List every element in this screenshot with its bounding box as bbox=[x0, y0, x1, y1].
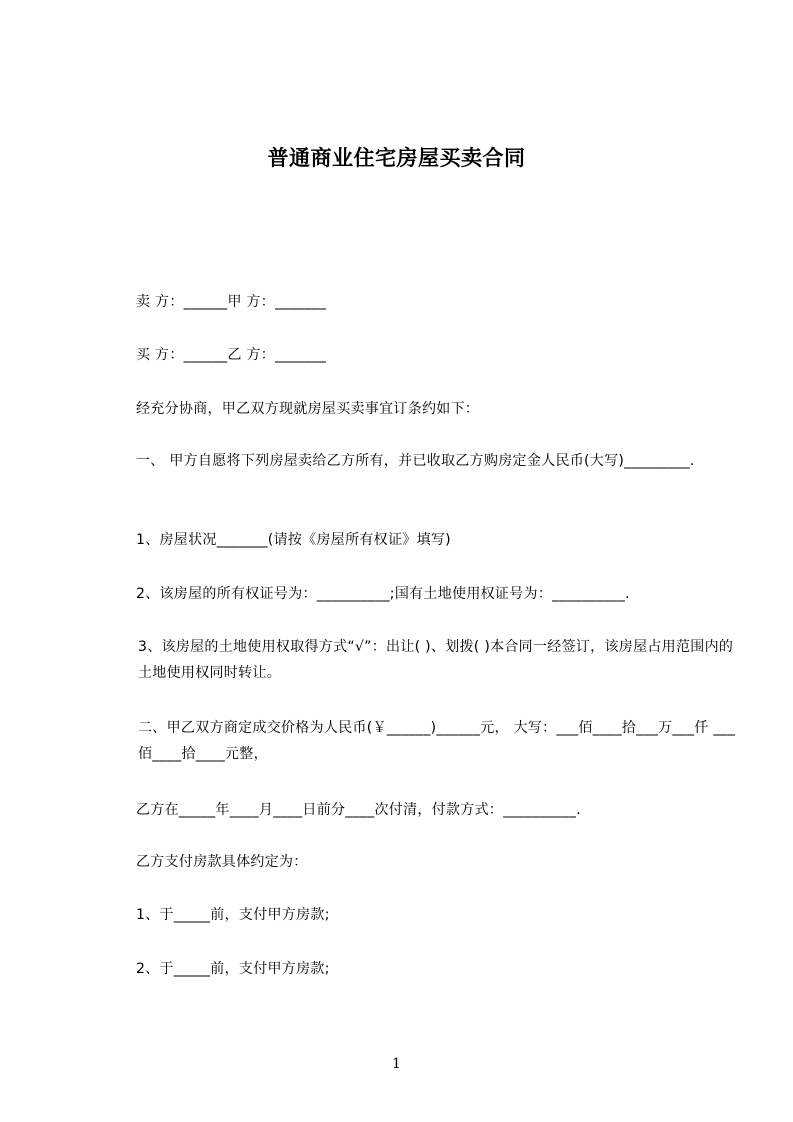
intro-paragraph: 经充分协商，甲乙双方现就房屋买卖事宜订条约如下： bbox=[136, 401, 480, 417]
clause-one-item-1: 1、房屋状况_______(请按《房屋所有权证》填写) bbox=[136, 532, 451, 548]
document-title: 普通商业住宅房屋买卖合同 bbox=[267, 146, 526, 170]
clause-one-item-2: 2、该房屋的所有权证号为：__________;国有土地使用权证号为：__________. bbox=[136, 586, 630, 602]
payment-item-2: 2、于_____前，支付甲方房款; bbox=[136, 961, 330, 977]
payment-terms-heading: 乙方支付房款具体约定为： bbox=[136, 854, 308, 870]
buyer-line: 买 方：______乙 方：_______ bbox=[136, 347, 327, 363]
clause-one-item-3: 3、该房屋的土地使用权取得方式“√”：出让( )、划拨( )本合同一经签订，该房屋占用范围内的土地使用权同时转让。 bbox=[138, 639, 734, 681]
payment-schedule-line: 乙方在_____年____月____日前分____次付清，付款方式：__________. bbox=[136, 802, 581, 818]
seller-line: 卖 方：______甲 方：_______ bbox=[136, 294, 327, 310]
clause-two: 二、甲乙双方商定成交价格为人民币(￥______)______元， 大写：___佰____拾___万___仟 ___佰____拾____元整， bbox=[138, 720, 736, 762]
payment-item-1: 1、于_____前，支付甲方房款; bbox=[136, 907, 330, 923]
clause-one: 一、 甲方自愿将下列房屋卖给乙方所有，并已收取乙方购房定金人民币(大写)_________. bbox=[136, 453, 695, 469]
page-number: 1 bbox=[392, 1056, 401, 1072]
